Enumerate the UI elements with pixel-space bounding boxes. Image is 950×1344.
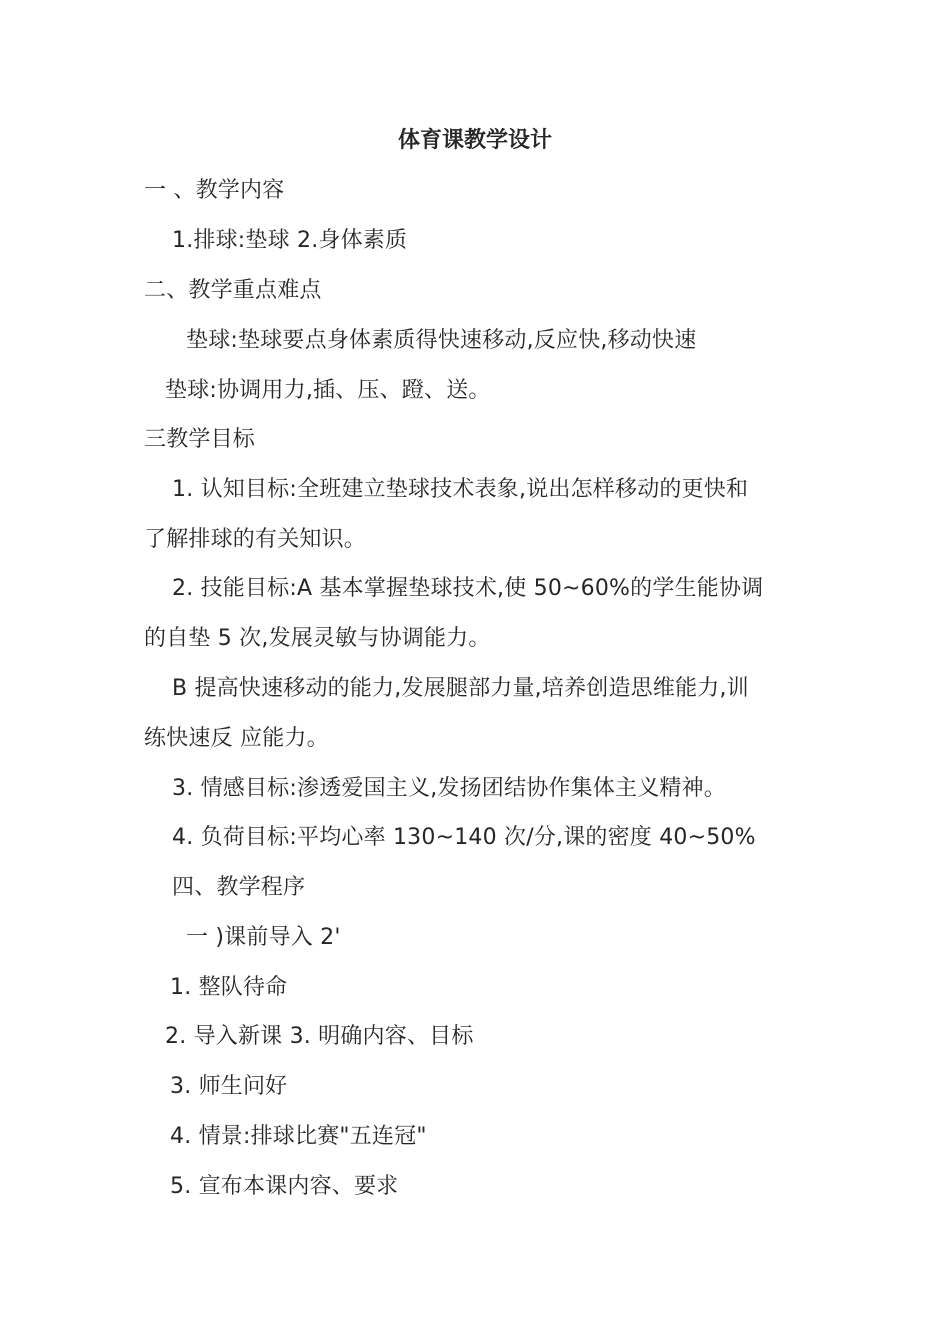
section-heading-procedure: 四、教学程序	[172, 875, 306, 900]
document-title: 体育课教学设计	[397, 128, 552, 153]
objective-cognitive: 1. 认知目标:全班建立垫球技术表象,说出怎样移动的更快和	[172, 477, 749, 502]
objective-skill: 2. 技能目标:A 基本掌握垫球技术,使 50~60%的学生能协调	[172, 576, 764, 601]
objective-skill-cont: 的自垫 5 次,发展灵敏与协调能力。	[144, 626, 491, 651]
procedure-step: 3. 师生问好	[170, 1074, 288, 1099]
procedure-step: 4. 情景:排球比赛"五连冠"	[170, 1124, 427, 1149]
procedure-step: 1. 整队待命	[170, 975, 288, 1000]
section-heading-objectives: 三教学目标	[144, 427, 256, 452]
objective-emotional: 3. 情感目标:渗透爱国主义,发扬团结协作集体主义精神。	[172, 776, 726, 801]
procedure-intro: 一 )课前导入 2'	[186, 925, 341, 950]
content-item: 1.排球:垫球 2.身体素质	[172, 228, 408, 253]
key-point-line: 垫球:垫球要点身体素质得快速移动,反应快,移动快速	[186, 328, 697, 353]
objective-skill-b-cont: 练快速反 应能力。	[144, 726, 329, 751]
section-heading-key-points: 二、教学重点难点	[144, 278, 322, 303]
objective-cognitive-cont: 了解排球的有关知识。	[144, 527, 367, 552]
procedure-step: 5. 宣布本课内容、要求	[170, 1174, 399, 1199]
difficulty-line: 垫球:协调用力,插、压、蹬、送。	[165, 378, 491, 403]
objective-load: 4. 负荷目标:平均心率 130~140 次/分,课的密度 40~50%	[172, 825, 756, 850]
procedure-step: 2. 导入新课 3. 明确内容、目标	[165, 1024, 474, 1049]
section-heading-content: 一 、教学内容	[144, 178, 285, 203]
objective-skill-b: B 提高快速移动的能力,发展腿部力量,培养创造思维能力,训	[172, 676, 749, 701]
